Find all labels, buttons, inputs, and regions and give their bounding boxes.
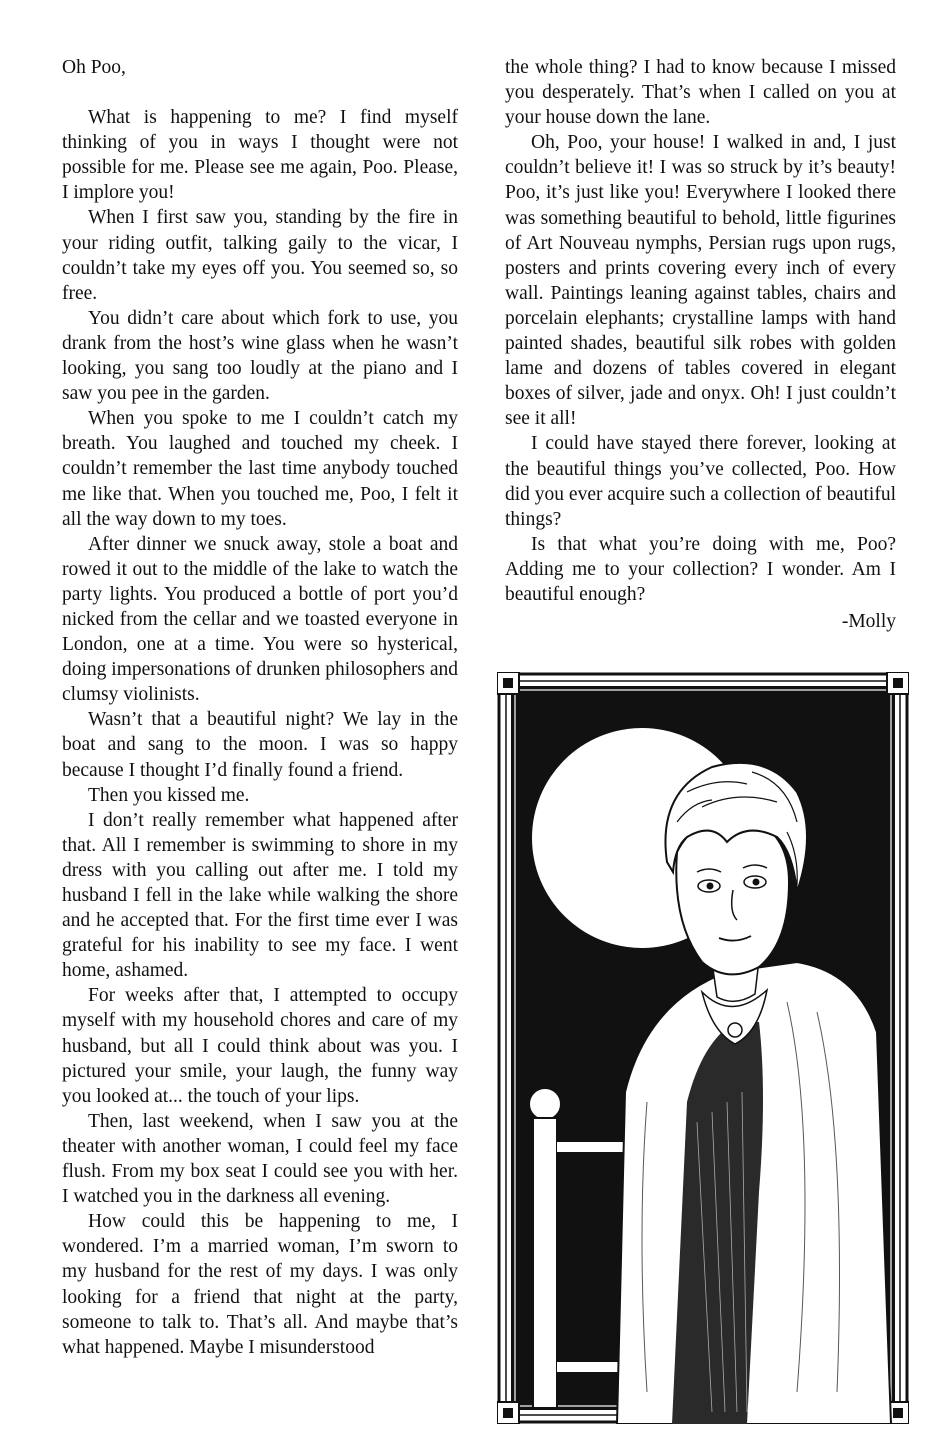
letter-paragraph: I could have stayed there forever, looking at the beautiful things you’ve collected, Poo. How did you ever acquire such a collection of beautiful things? (505, 433, 896, 530)
letter-paragraph: Then, last weekend, when I saw you at the theater with another woman, I could feel my face flush. From my box seat I could see you with her. I watched you in the darkness all evening. (62, 1110, 458, 1208)
letter-paragraph: When you spoke to me I couldn’t catch my breath. You laughed and touched my cheek. I couldn’t remember the last time anybody touched me like that. When you touched me, Poo, I felt it all the way down to my toes. (62, 408, 458, 530)
letter-paragraph: Wasn’t that a beautiful night? We lay in the boat and sang to the moon. I was so happy because I thought I’d finally found a friend. (62, 709, 458, 781)
letter-left-column (62, 55, 458, 1360)
letter-paragraph: Then you kissed me. (88, 784, 250, 806)
signature: -Molly (841, 611, 896, 633)
letter-paragraph: When I first saw you, standing by the fire in your riding outfit, talking gaily to the vicar, I couldn’t take my eyes off you. You seemed so, so free. (62, 207, 458, 304)
letter-paragraph: Is that what you’re doing with me, Poo? Adding me to your collection? I wonder. Am I beautiful enough? (505, 533, 896, 605)
letter-paragraph: I don’t really remember what happened after that. All I remember is swimming to shore in my dress with you calling out after me. I told my husband I fell in the lake while walking the shore and he accepted that. For the first time ever I was grateful for his inability to see my face. I went home, ashamed. (62, 809, 458, 982)
letter-paragraph: the whole thing? I had to know because I missed you desperately. That’s when I called on you at your house down the lane. (505, 57, 896, 129)
letter-paragraph: You didn’t care about which fork to use, you drank from the host’s wine glass when he wasn’t looking, you sang too loudly at the piano and I saw you pee in the garden. (62, 307, 458, 405)
letter-paragraph: After dinner we snuck away, stole a boat and rowed it out to the middle of the lake to watch the party lights. You produced a bottle of port you’d nicked from the cellar and we toasted everyone in London, one at a time. You were so hysterical, doing impersonations of drunken philosophers and clumsy violinists. (62, 533, 458, 706)
letter-paragraph: Oh, Poo, your house! I walked in and, I just couldn’t believe it! I was so struck by it’s beauty! Poo, it’s just like you! Everywhere I looked there was something beautiful to behold, little figurines of Art Nouveau nymphs, Persian rugs upon rugs, posters and prints covering every inch of every wall. Paintings leaning against tables, chairs and porcelain elephants; crystalline lamps with hand painted shades, beautiful silk robes with golden lame and dozens of tables covered in elegant boxes of silver, jade and onyx. Oh! I just couldn’t see it all! (505, 132, 896, 430)
salutation: Oh Poo, (62, 57, 126, 78)
letter-paragraph: How could this be happening to me, I wondered. I’m a married woman, I’m sworn to my husband for the rest of my days. I was only looking for a friend that night at the party, someone to talk to. That’s all. And maybe that’s what happened. Maybe I misunderstood (62, 1211, 458, 1358)
letter-paragraph: For weeks after that, I attempted to occupy myself with my household chores and care of my husband, but all I could think about was you. I pictured your smile, your laugh, the funny way you looked at... the touch of your lips. (62, 985, 458, 1107)
illustration-frame (497, 672, 909, 1424)
woman-with-moon-icon (497, 672, 909, 1424)
letter-paragraph: What is happening to me? I find myself thinking of you in ways I thought were not possible for me. Please see me again, Poo. Please, I implore you! (62, 107, 458, 204)
letter-right-column (505, 55, 896, 634)
